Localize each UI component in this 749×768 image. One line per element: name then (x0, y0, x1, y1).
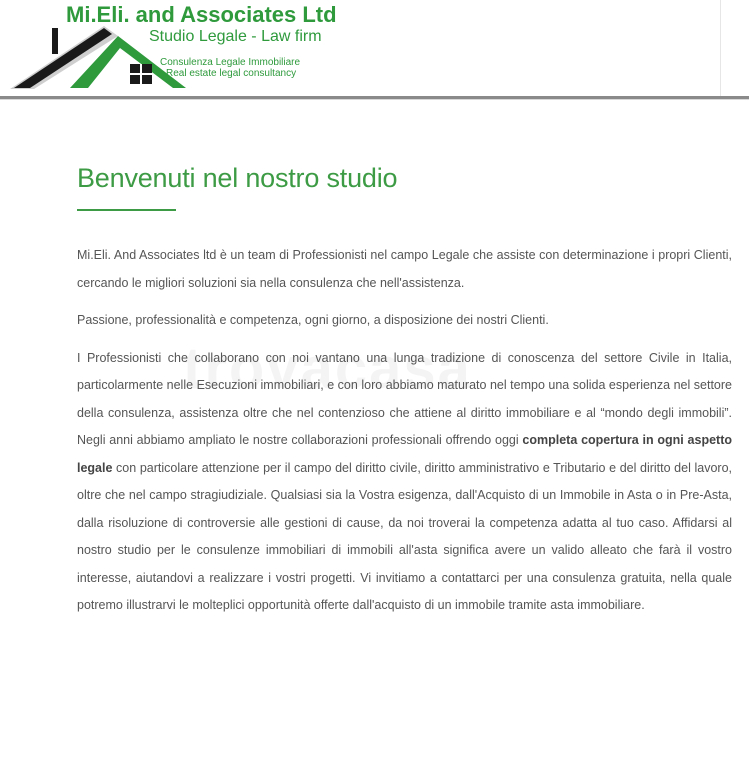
description-paragraph (77, 345, 732, 620)
header-divider (720, 0, 721, 96)
page-title: Benvenuti nel nostro studio (77, 163, 398, 193)
title-underline (77, 209, 176, 211)
brand-tagline-it: Consulenza Legale Immobiliare (160, 57, 301, 68)
brand-name[interactable]: Mi.Eli. and Associates Ltd (66, 2, 337, 27)
description-text-1: I Professionisti che collaborano con noi vantano una lunga tradizione di conoscenza del settore Civile in Italia, particolarmente nelle Esecuzioni immobiliari, e con loro abbiamo maturato nel tempo una solida esperienza nel settore della consulenza, assistenza oltre che nel contenzioso che attiene al diritto immobiliare e al “mondo degli immobili”. Negli anni abbiamo ampliato le nostre collaborazioni professionali offrendo oggi (77, 350, 732, 447)
description-text-2: con particolare attenzione per il campo del diritto civile, diritto amministrativo e Tributario e del diritto del lavoro, oltre che nel campo stragiudiziale. Qualsiasi sia la Vostra esigenza, dall'Acquisto di un Immobile in Asta o in Pre-Asta, dalla risoluzione di controversie alle gestioni di cause, da noi troverai la competenza adatta al tuo caso. Affidarsi al nostro studio per le consulenze immobiliari di immobili all'asta significa avere un valido alleato che farà il vostro interesse, aiutandovi a realizzare i vostri progetti. Vi invitiamo a contattarci per una consulenza gratuita, nella quale potremo illustrarvi le molteplici opportunità offerte dall'acquisto di un immobile tramite asta immobiliare. (77, 460, 732, 612)
description-highlight: completa copertura in ogni aspetto legale (77, 433, 732, 475)
brand-tagline-en: Real estate legal consultancy (166, 68, 297, 79)
brand-subtitle: Studio Legale - Law firm (149, 28, 322, 45)
main-content (77, 242, 732, 630)
intro-paragraph: Mi.Eli. And Associates ltd è un team di Professionisti nel campo Legale che assiste con determinazione i propri Clienti, cercando le migliori soluzioni sia nella consulenza che nell'assistenza. (77, 248, 732, 290)
site-header (0, 0, 749, 97)
header-rule-light (0, 99, 749, 100)
motto-paragraph: Passione, professionalità e competenza, ogni giorno, a disposizione dei nostri Clienti. (77, 313, 549, 327)
